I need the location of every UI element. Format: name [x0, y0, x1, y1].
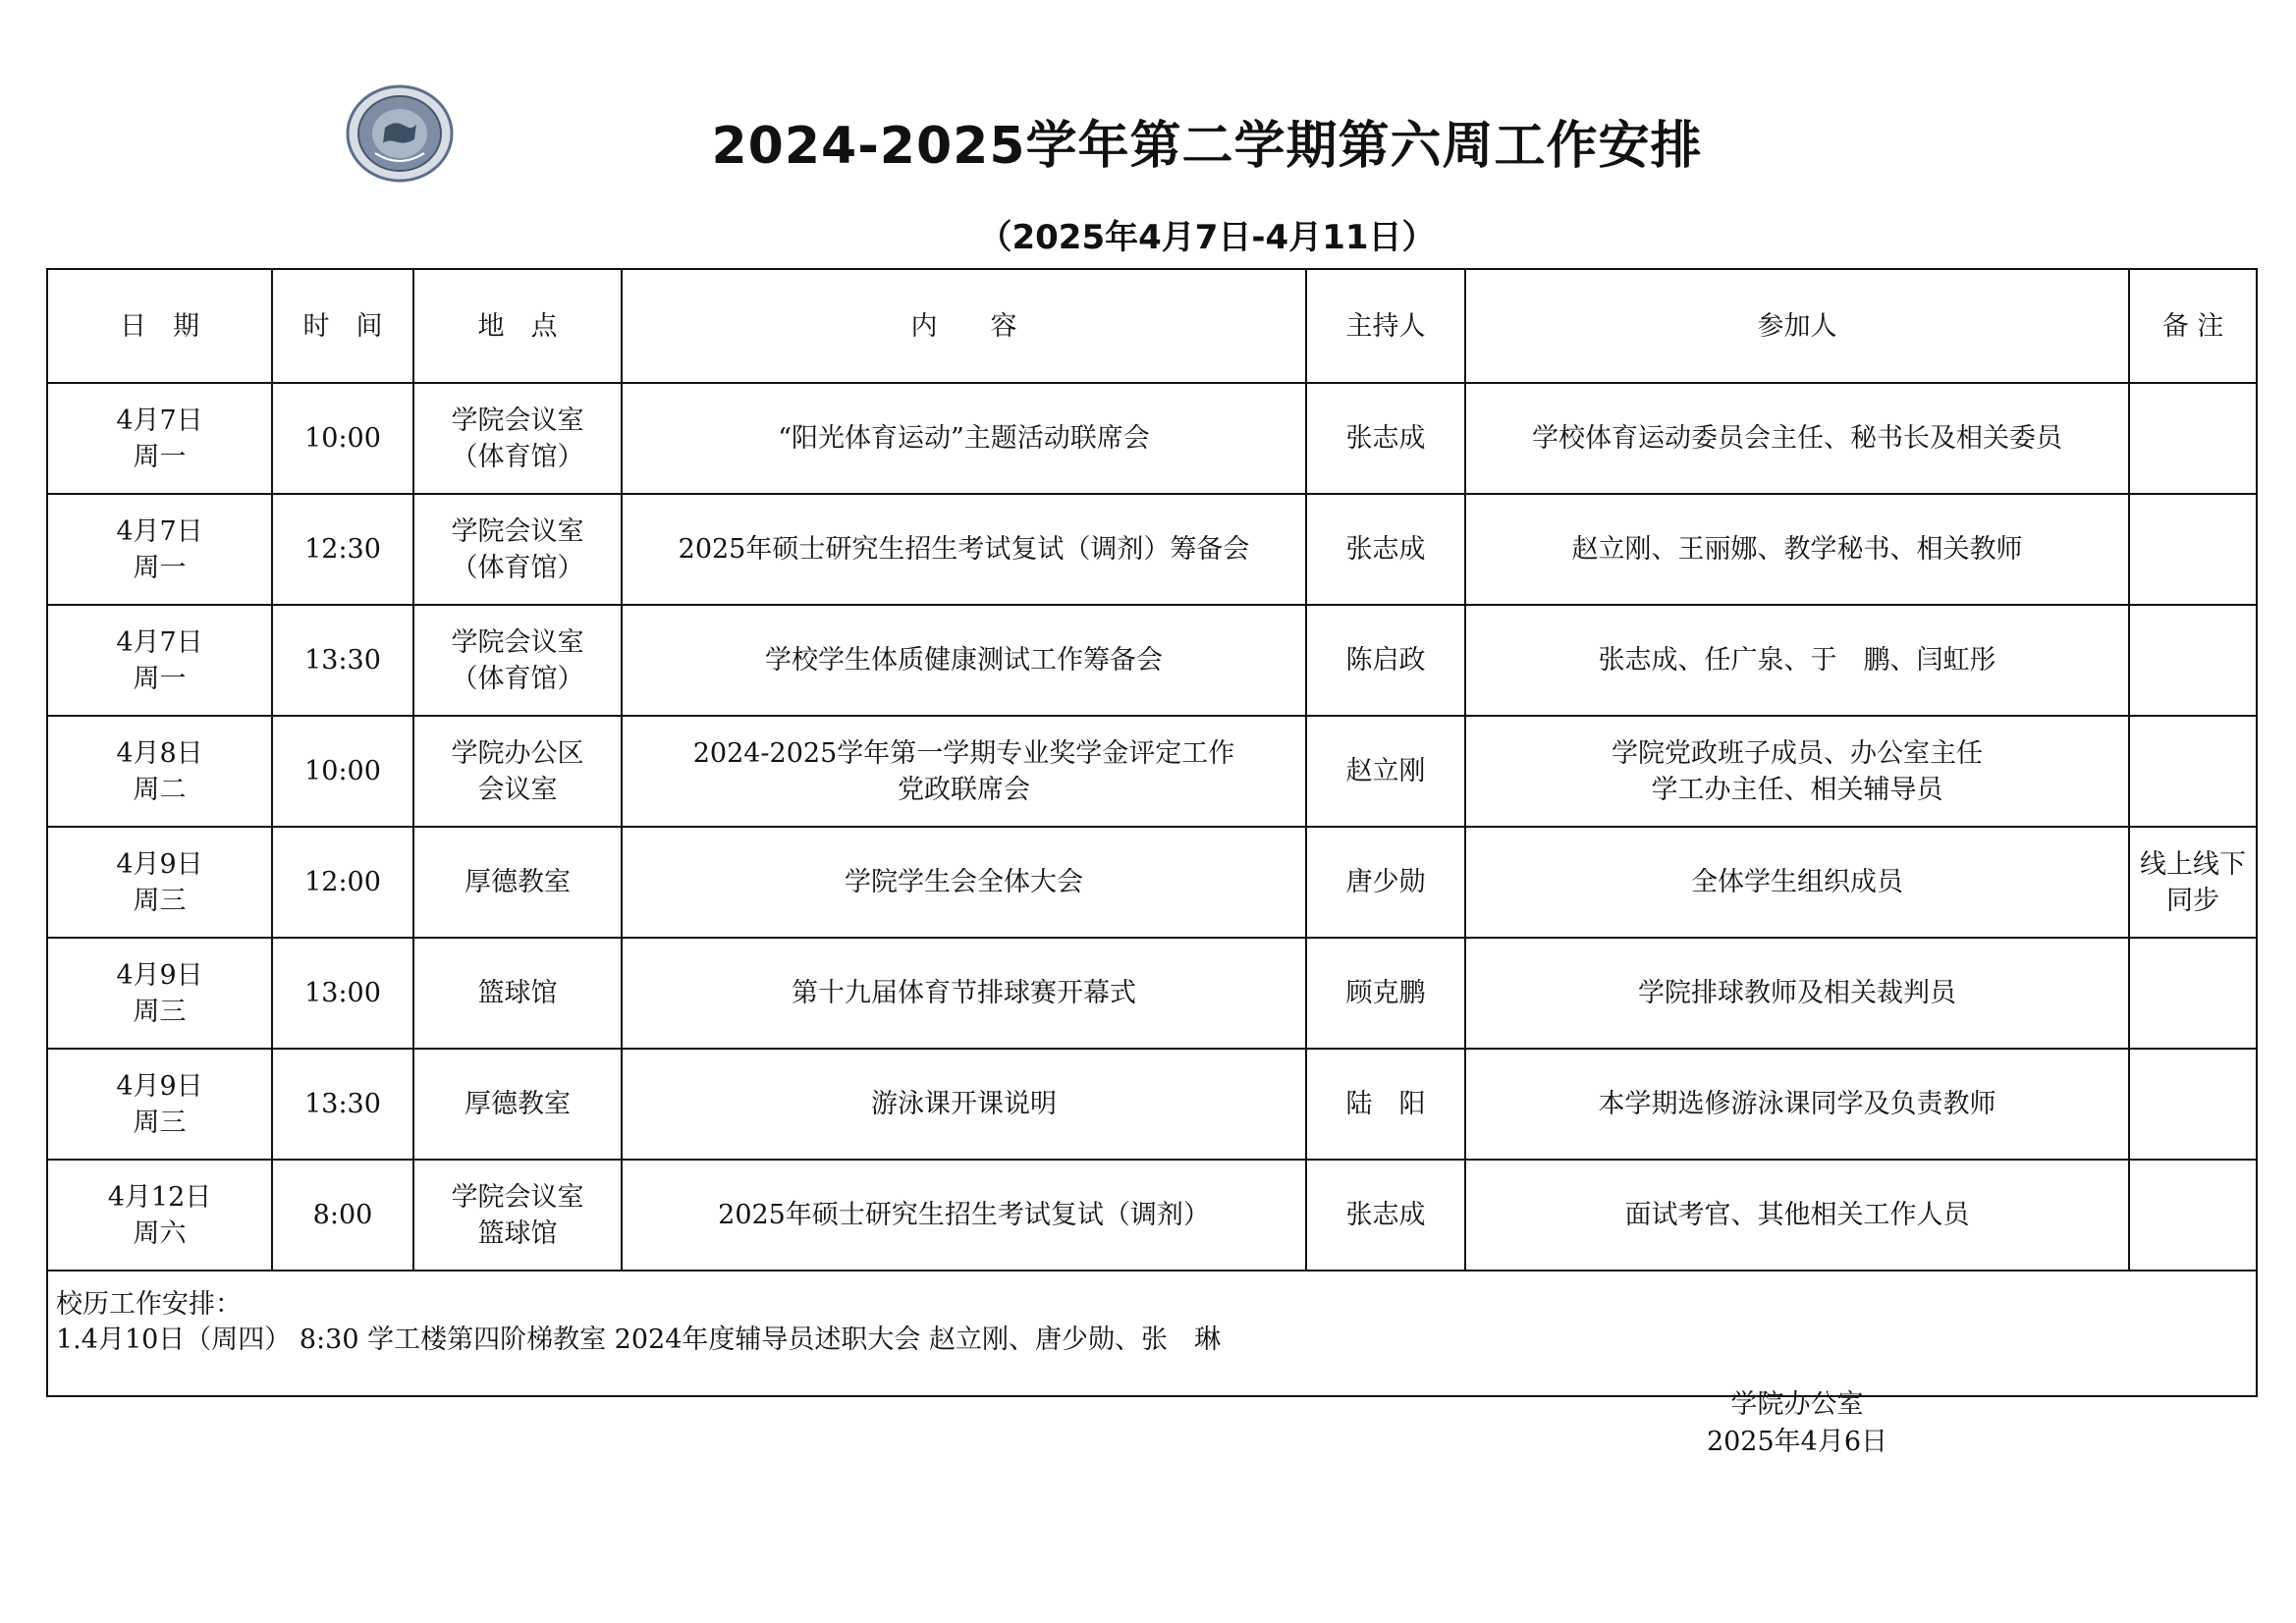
place-line-2: （体育馆） [451, 552, 584, 583]
participants-line-1: 全体学生组织成员 [1691, 867, 1903, 897]
date-text: 4月9日 [116, 959, 203, 991]
host-cell: 张志成 [1306, 1160, 1465, 1271]
weekday-text: 周三 [133, 885, 187, 916]
participants-line-1: 学院党政班子成员、办公室主任 [1612, 737, 1983, 769]
date-text: 4月7日 [116, 405, 203, 436]
participants-cell [1465, 716, 2129, 827]
participants-cell [1465, 494, 2129, 605]
participants-cell [1465, 827, 2129, 938]
weekday-text: 周三 [133, 1107, 187, 1138]
remarks-cell [2129, 827, 2257, 938]
calendar-row [47, 1271, 2257, 1396]
time-cell: 13:00 [272, 938, 413, 1049]
weekday-text: 周一 [133, 552, 187, 583]
place-cell [413, 605, 622, 716]
date-text: 4月9日 [116, 1070, 203, 1102]
participants-line-1: 张志成、任广泉、于 鹏、闫虹彤 [1598, 645, 1996, 676]
participants-line-1: 学校体育运动委员会主任、秘书长及相关委员 [1532, 423, 2062, 454]
header-participants: 参加人 [1465, 269, 2129, 383]
host-cell: 顾克鹏 [1306, 938, 1465, 1049]
schedule-table [46, 268, 2258, 1397]
remarks-cell [2129, 1160, 2257, 1271]
host-cell: 张志成 [1306, 383, 1465, 494]
table-row [47, 494, 2257, 605]
page-title: 2024-2025学年第二学期第六周工作安排 [711, 117, 1703, 176]
place-cell [413, 1049, 622, 1160]
place-line-1: 学院会议室 [451, 405, 584, 436]
time-cell: 13:30 [272, 1049, 413, 1160]
host-cell: 陆 阳 [1306, 1049, 1465, 1160]
place-line-1: 厚德教室 [465, 867, 571, 897]
weekday-text: 周一 [133, 663, 187, 694]
table-row [47, 1160, 2257, 1271]
remarks-cell [2129, 716, 2257, 827]
content-line-1: 第十九届体育节排球赛开幕式 [792, 978, 1136, 1008]
place-line-1: 学院会议室 [451, 515, 584, 547]
date-text: 4月9日 [116, 848, 203, 880]
place-line-1: 厚德教室 [465, 1089, 571, 1119]
date-cell [47, 716, 272, 827]
date-text: 4月8日 [116, 737, 203, 769]
content-cell [622, 1160, 1306, 1271]
table-row [47, 1049, 2257, 1160]
content-cell [622, 605, 1306, 716]
calendar-heading: 校历工作安排： [56, 1289, 242, 1320]
participants-line-1: 本学期选修游泳课同学及负责教师 [1598, 1089, 1996, 1119]
place-cell [413, 938, 622, 1049]
host-cell: 陈启政 [1306, 605, 1465, 716]
time-cell: 12:00 [272, 827, 413, 938]
header-content: 内 容 [622, 269, 1306, 383]
table-row [47, 383, 2257, 494]
weekday-text: 周二 [133, 774, 187, 805]
signature-office: 学院办公室 [1730, 1389, 1864, 1420]
time-cell: 13:30 [272, 605, 413, 716]
place-cell [413, 827, 622, 938]
signature-block [1689, 1386, 1905, 1461]
remarks-cell [2129, 1049, 2257, 1160]
place-line-2: （体育馆） [451, 441, 584, 472]
time-cell: 8:00 [272, 1160, 413, 1271]
content-line-1: 2025年硕士研究生招生考试复试（调剂） [718, 1200, 1210, 1230]
content-line-2: 党政联席会 [898, 774, 1030, 805]
participants-cell [1465, 383, 2129, 494]
weekday-text: 周六 [133, 1217, 187, 1249]
participants-line-1: 面试考官、其他相关工作人员 [1624, 1200, 1970, 1230]
weekday-text: 周一 [133, 441, 187, 472]
participants-line-1: 赵立刚、王丽娜、教学秘书、相关教师 [1571, 534, 2023, 565]
place-cell [413, 383, 622, 494]
date-cell [47, 827, 272, 938]
place-line-2: 会议室 [477, 774, 558, 805]
table-row [47, 938, 2257, 1049]
date-cell [47, 494, 272, 605]
place-line-2: 篮球馆 [477, 1217, 558, 1249]
remarks-line-1: 线上线下 [2140, 848, 2246, 880]
date-cell [47, 383, 272, 494]
remarks-cell [2129, 938, 2257, 1049]
signature-date: 2025年4月6日 [1706, 1427, 1888, 1457]
time-cell: 10:00 [272, 383, 413, 494]
date-cell [47, 605, 272, 716]
content-line-1: 学院学生会全体大会 [845, 867, 1083, 897]
date-cell [47, 938, 272, 1049]
header-time: 时 间 [272, 269, 413, 383]
table-row [47, 716, 2257, 827]
header-remarks: 备 注 [2129, 269, 2257, 383]
content-cell [622, 827, 1306, 938]
time-cell: 10:00 [272, 716, 413, 827]
content-line-1: 2024-2025学年第一学期专业奖学金评定工作 [692, 737, 1235, 769]
place-cell [413, 494, 622, 605]
content-line-1: 游泳课开课说明 [871, 1089, 1057, 1119]
place-line-2: （体育馆） [451, 663, 584, 694]
content-cell [622, 383, 1306, 494]
content-line-1: 2025年硕士研究生招生考试复试（调剂）筹备会 [678, 534, 1250, 565]
date-text: 4月7日 [116, 626, 203, 658]
content-line-1: “阳光体育运动”主题活动联席会 [778, 423, 1150, 454]
date-cell [47, 1049, 272, 1160]
content-cell [622, 1049, 1306, 1160]
place-cell [413, 1160, 622, 1271]
remarks-cell [2129, 494, 2257, 605]
date-text: 4月12日 [107, 1181, 212, 1213]
page-subtitle: （2025年4月7日-4月11日） [978, 218, 1436, 257]
place-line-1: 篮球馆 [477, 978, 558, 1008]
host-cell: 张志成 [1306, 494, 1465, 605]
place-line-1: 学院会议室 [451, 626, 584, 658]
content-line-1: 学校学生体质健康测试工作筹备会 [765, 645, 1163, 676]
participants-line-2: 学工办主任、相关辅导员 [1651, 774, 1943, 805]
header-host: 主持人 [1306, 269, 1465, 383]
remarks-line-2: 同步 [2166, 885, 2219, 916]
place-line-1: 学院办公区 [451, 737, 584, 769]
participants-line-1: 学院排球教师及相关裁判员 [1638, 978, 1956, 1008]
remarks-cell [2129, 605, 2257, 716]
participants-cell [1465, 605, 2129, 716]
table-row [47, 827, 2257, 938]
date-text: 4月7日 [116, 515, 203, 547]
remarks-cell [2129, 383, 2257, 494]
place-cell [413, 716, 622, 827]
place-line-1: 学院会议室 [451, 1181, 584, 1213]
content-cell [622, 716, 1306, 827]
content-cell [622, 494, 1306, 605]
calendar-cell [47, 1271, 2257, 1396]
host-cell: 赵立刚 [1306, 716, 1465, 827]
header-date: 日 期 [47, 269, 272, 383]
host-cell: 唐少勋 [1306, 827, 1465, 938]
table-row [47, 605, 2257, 716]
content-cell [622, 938, 1306, 1049]
table-header-row [47, 269, 2257, 383]
calendar-item: 1.4月10日（周四） 8:30 学工楼第四阶梯教室 2024年度辅导员述职大会 赵立刚、唐少勋、张 琳 [56, 1325, 1221, 1355]
participants-cell [1465, 1049, 2129, 1160]
time-cell: 12:30 [272, 494, 413, 605]
header-place: 地 点 [413, 269, 622, 383]
date-cell [47, 1160, 272, 1271]
weekday-text: 周三 [133, 996, 187, 1027]
participants-cell [1465, 1160, 2129, 1271]
participants-cell [1465, 938, 2129, 1049]
